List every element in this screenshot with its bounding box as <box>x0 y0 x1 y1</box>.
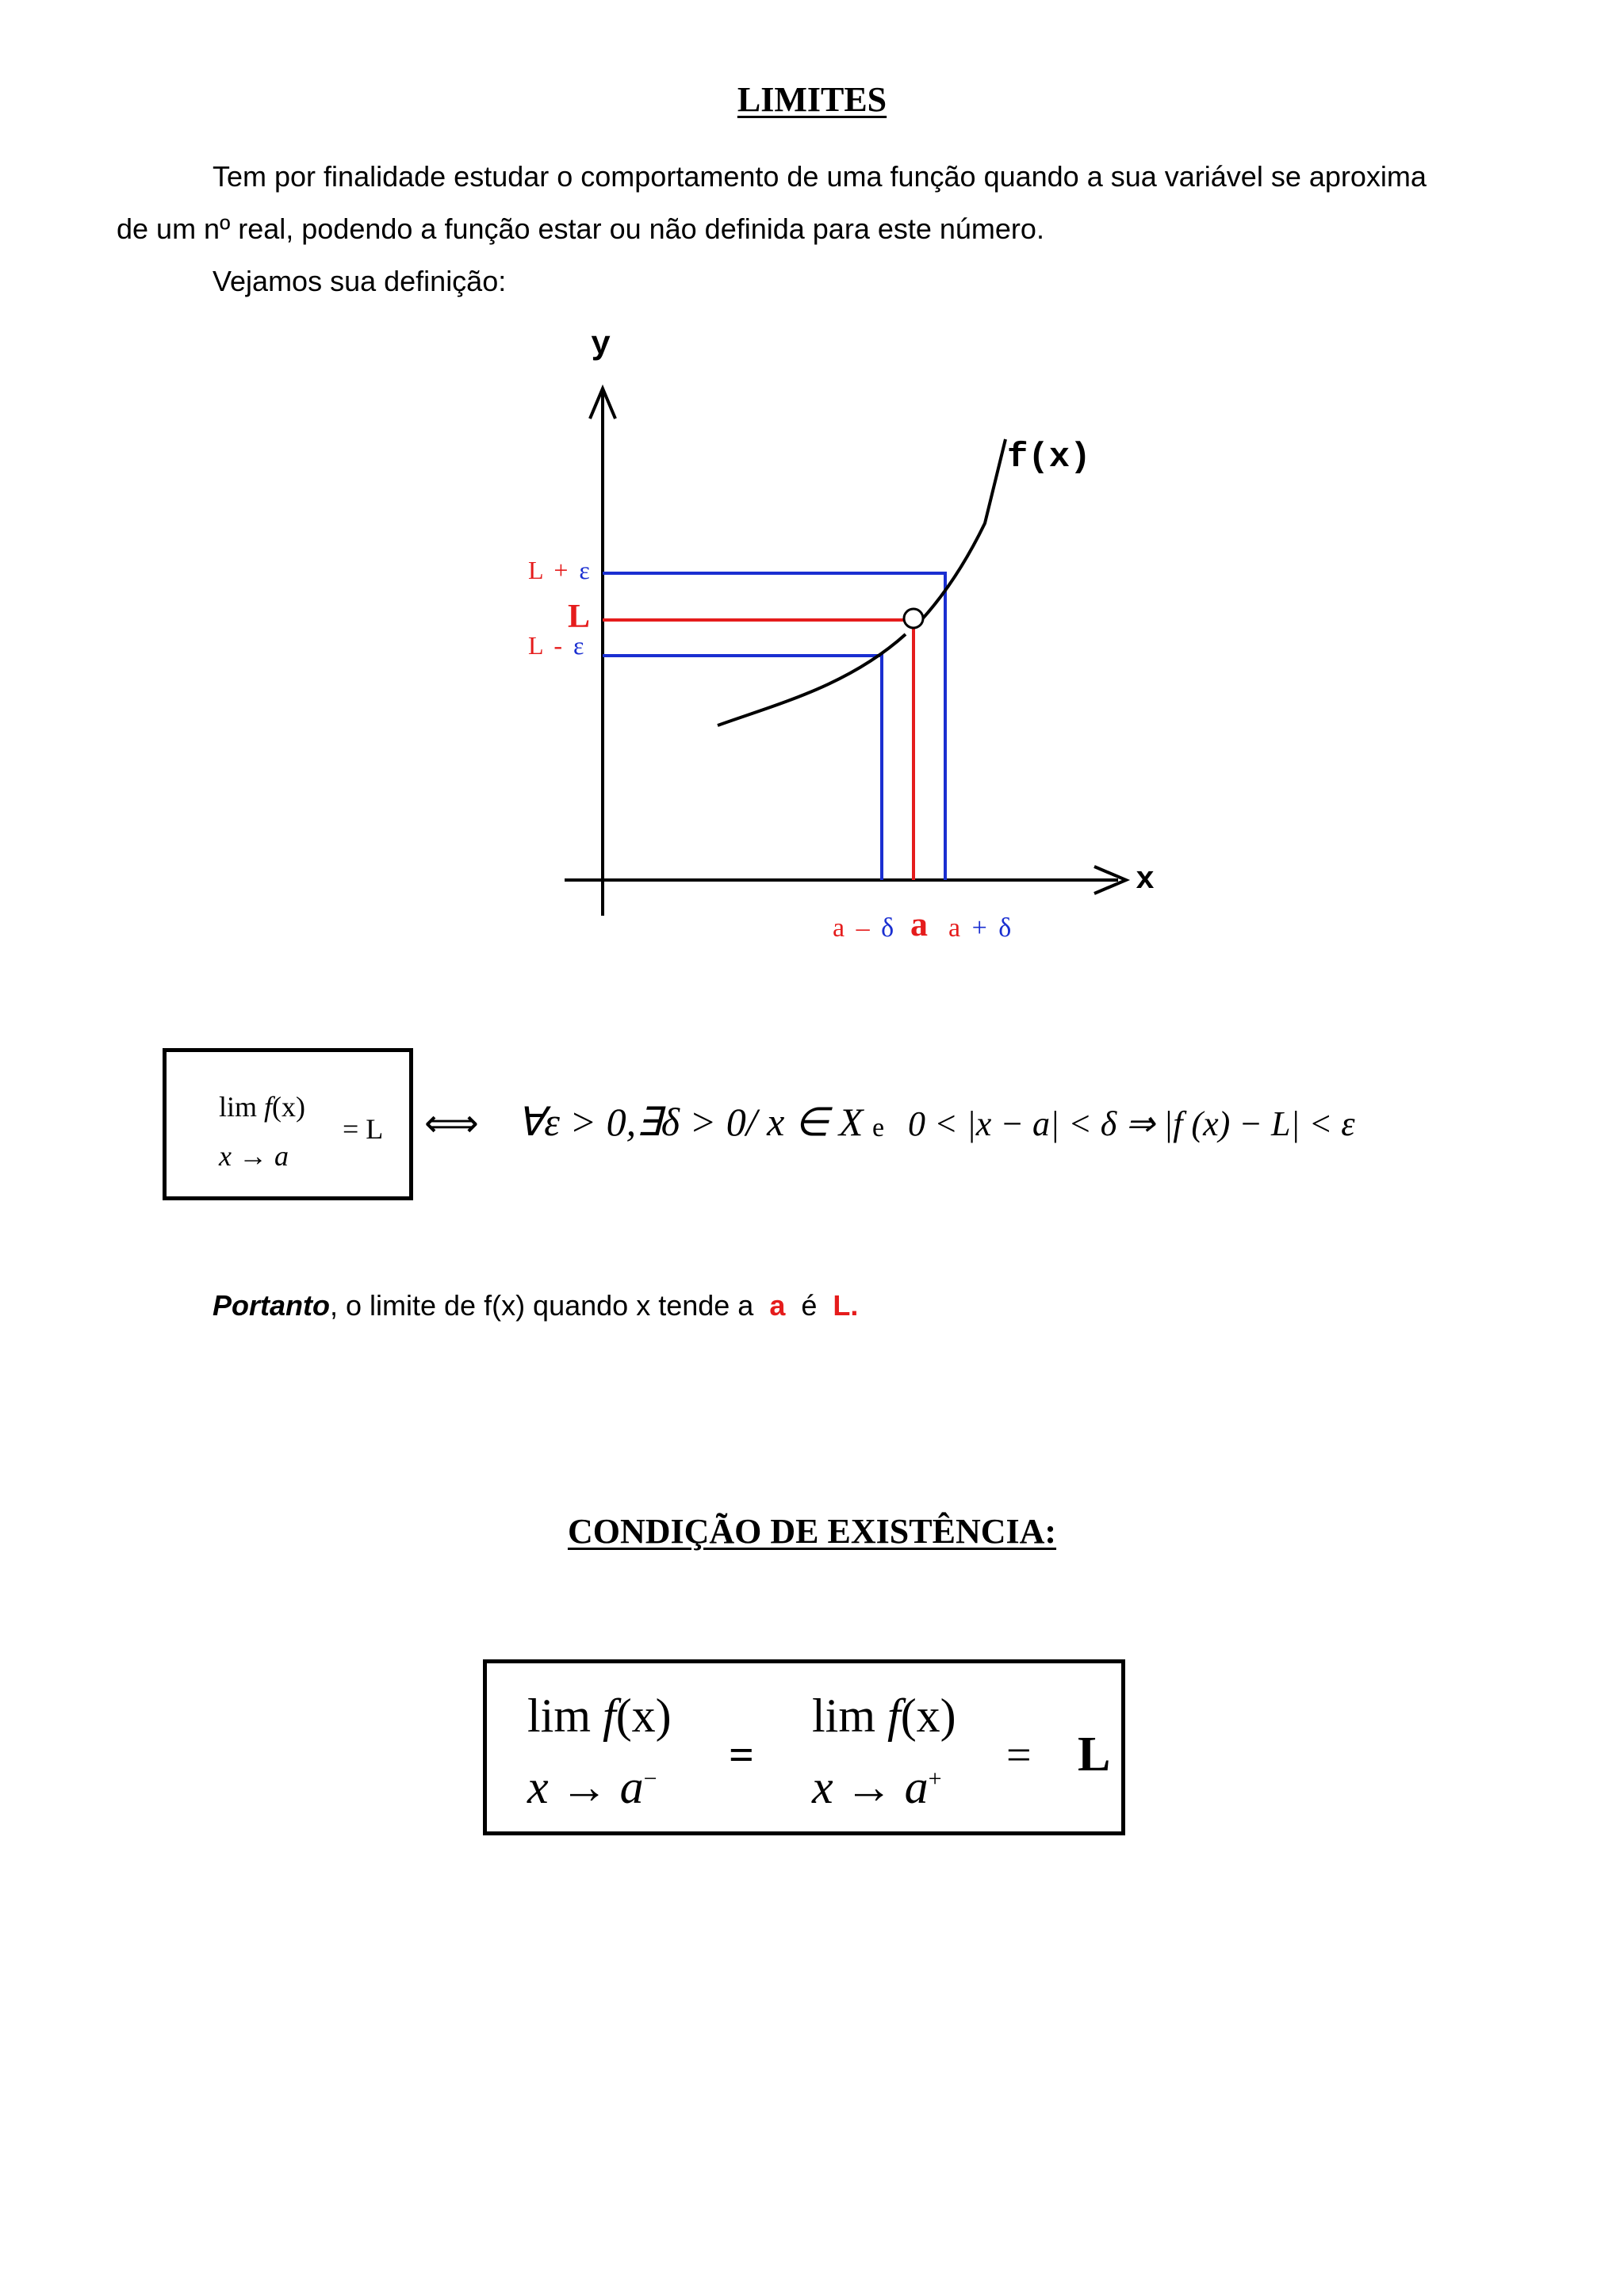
left-limit-top <box>527 1689 672 1743</box>
left-x: (x) <box>615 1689 672 1742</box>
intro-line-1: Tem por finalidade estudar o comportamento de uma função quando a sua variável se aproxima <box>213 160 1427 193</box>
section-title: CONDIÇÃO DE EXISTÊNCIA: <box>567 1512 1057 1551</box>
right-limit-top <box>812 1689 956 1743</box>
box-f: f <box>264 1091 273 1123</box>
box-sub-a: a <box>274 1140 289 1172</box>
right-f: f <box>887 1689 901 1742</box>
limit-graph-svg <box>508 325 1174 959</box>
right-sub-x: x <box>812 1761 833 1813</box>
l-label: L <box>568 599 591 635</box>
existence-equals-2: = <box>1006 1731 1032 1780</box>
red-line <box>603 620 914 880</box>
box-equals-l: = L <box>343 1113 384 1145</box>
left-lim: lim <box>527 1689 592 1742</box>
left-sub-x: x <box>527 1761 549 1813</box>
a-minus-delta-label: a – δ <box>833 913 894 943</box>
intro-line-2: de um nº real, podendo a função estar ou não definida para este número. <box>117 212 1044 245</box>
left-limit-sub <box>527 1760 657 1815</box>
limit-notation-box <box>163 1048 413 1200</box>
x-axis-label: x <box>1136 863 1155 898</box>
y-axis-label: y <box>591 326 611 364</box>
definition-condition-1: ∀ε > 0,∃δ > 0/ x ∈ X <box>517 1100 864 1144</box>
box-x: (x) <box>272 1091 306 1123</box>
iff-symbol: ⟺ <box>424 1103 479 1145</box>
function-curve-upper <box>921 439 1005 620</box>
conclusion-text: , o limite de f(x) quando x tende a <box>330 1289 754 1322</box>
intro-line-3: Vejamos sua definição: <box>213 265 507 297</box>
box-sub-arrow: → <box>238 1140 267 1172</box>
left-sub-a: a <box>619 1761 644 1813</box>
right-x: (x) <box>900 1689 956 1742</box>
right-sub-sign: + <box>928 1766 942 1792</box>
l-plus-eps-label: L + ε <box>528 556 590 584</box>
box-sub-x: x <box>219 1140 232 1172</box>
box-lim-line <box>219 1090 305 1123</box>
curve-label: f(x) <box>1007 438 1091 477</box>
right-sub-arrow: → <box>845 1761 893 1813</box>
blue-line-lower <box>603 656 882 880</box>
box-lim: lim <box>219 1091 258 1123</box>
conclusion-e: é <box>801 1289 818 1322</box>
right-sub-a: a <box>904 1761 929 1813</box>
a-plus-delta-label: a + δ <box>948 913 1012 943</box>
function-curve-lower <box>718 634 906 725</box>
right-limit-sub <box>812 1760 942 1815</box>
definition-connector-e: e <box>872 1113 885 1142</box>
left-sub-sign: − <box>643 1766 657 1792</box>
existence-l: L <box>1078 1728 1111 1781</box>
conclusion-word: Portanto <box>213 1289 330 1322</box>
definition-condition-2: 0 < |x − a| < δ ⇒ |f (x) − L| < ε <box>908 1104 1355 1143</box>
conclusion-line <box>213 1280 858 1332</box>
conclusion-a: a <box>769 1289 786 1322</box>
existence-equals-1: = <box>729 1731 754 1780</box>
l-minus-eps-label: L - ε <box>528 631 584 660</box>
limit-graph <box>508 325 1174 959</box>
a-label: a <box>910 905 928 943</box>
open-point <box>904 609 923 628</box>
existence-condition-box <box>483 1659 1125 1835</box>
box-subscript <box>219 1139 289 1173</box>
right-lim: lim <box>812 1689 876 1742</box>
page-title: LIMITES <box>737 80 887 119</box>
left-sub-arrow: → <box>560 1761 608 1813</box>
left-f: f <box>603 1689 616 1742</box>
conclusion-l: L. <box>833 1289 859 1322</box>
